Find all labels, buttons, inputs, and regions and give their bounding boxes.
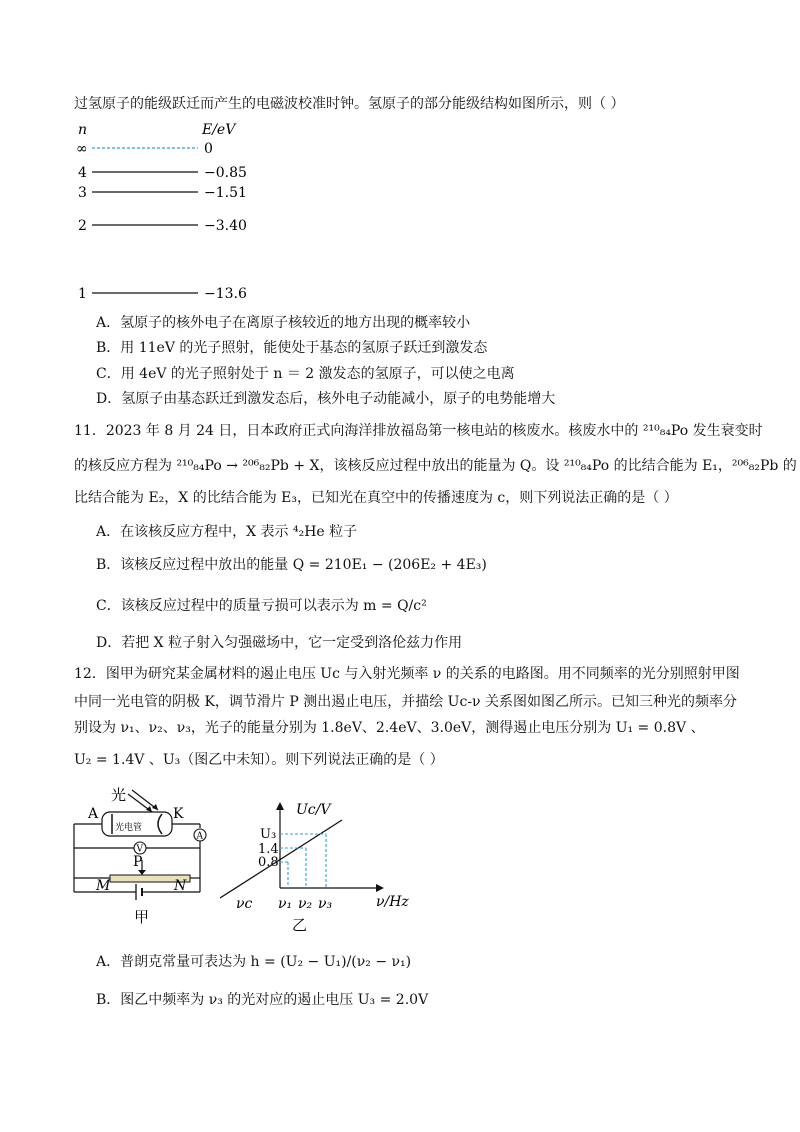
level-n-3: 3 (78, 185, 87, 201)
level-n-inf: ∞ (76, 141, 88, 157)
level-e-inf: 0 (204, 141, 213, 157)
level-e-1: −13.6 (204, 286, 247, 302)
level-n-4: 4 (78, 165, 87, 181)
ytick-u3: U₃ (260, 827, 277, 842)
ytick-0-8: 0.8 (258, 855, 279, 870)
level-n-1: 1 (78, 286, 87, 302)
cathode-plate (158, 814, 162, 834)
q11-option-d: D．若把 X 粒子射入匀强磁场中，它一定受到洛伦兹力作用 (96, 635, 463, 651)
x-axis-label: ν/Hz (376, 894, 409, 910)
q10-option-c: C．用 4eV 的光子照射处于 n ＝ 2 激发态的氢原子，可以使之电离 (96, 366, 515, 382)
xtick-nu3: ν₃ (318, 896, 333, 912)
tube-label: 光电管 (115, 823, 143, 833)
xtick-nuc: νc (236, 896, 253, 912)
light-ray-arrow-2 (152, 804, 158, 810)
level-e-4: −0.85 (204, 165, 247, 181)
x-axis-arrow (376, 884, 384, 892)
q12-option-b: B．图乙中频率为 ν₃ 的光对应的遏止电压 U₃ = 2.0V (96, 992, 429, 1008)
y-axis-label: Uc/V (296, 802, 331, 818)
q12-line-1: 12．图甲为研究某金属材料的遏止电压 Uc 与入射光频率 ν 的关系的电路图。用不同频率的光分别照射甲图 (74, 666, 740, 682)
ytick-1-4: 1.4 (258, 842, 279, 857)
circuit-diagram (66, 780, 216, 930)
q11-option-a: A．在该核反应方程中，X 表示 ⁴₂He 粒子 (96, 524, 358, 540)
q12-line-3: 别设为 ν₁、ν₂、ν₃，光子的能量分别为 1.8eV、2.4eV、3.0eV，测得遏止电压分别为 U₁ = 0.8V 、 (74, 720, 705, 736)
light-label: 光 (111, 786, 127, 804)
level-e-3: −1.51 (204, 185, 247, 201)
uc-nu-line (220, 820, 342, 898)
q11-line-1: 11．2023 年 8 月 24 日，日本政府正式向海洋排放福岛第一核电站的核废水。核废水中的 ²¹⁰₈₄Po 发生衰变时 (74, 423, 763, 439)
level-e-2: −3.40 (204, 218, 247, 234)
q11-line-3: 比结合能为 E₂，X 的比结合能为 E₃，已知光在真空中的传播速度为 c，则下列说法正确的是（ ） (74, 490, 678, 506)
ammeter-label: A (196, 831, 203, 842)
voltmeter-label: V (136, 844, 143, 855)
anode-label: A (88, 806, 99, 822)
q10-option-a: A．氢原子的核外电子在离原子核较近的地方出现的概率较小 (96, 315, 471, 331)
circuit-caption: 甲 (134, 908, 150, 926)
y-axis-arrow (276, 802, 284, 810)
slider-label: P (133, 854, 143, 870)
light-ray-arrow-1 (146, 806, 152, 812)
q10-option-d: D．氢原子由基态跃迁到激发态后，核外电子动能减小，原子的电势能增大 (96, 391, 556, 407)
graph-caption: 乙 (292, 916, 308, 932)
q10-stem-tail: 过氢原子的能级跃迁而产生的电磁波校准时钟。氢原子的部分能级结构如图所示，则（ ） (74, 96, 625, 112)
level-n-2: 2 (78, 218, 87, 234)
q11-option-b: B．该核反应过程中放出的能量 Q = 210E₁ − (206E₂ + 4E₃) (96, 557, 487, 573)
energy-axis-label: E/eV (202, 122, 236, 138)
q10-option-b: B．用 11eV 的光子照射，能使处于基态的氢原子跃迁到激发态 (96, 340, 488, 356)
endpoint-m-label: M (96, 878, 111, 894)
cathode-label: K (173, 806, 184, 822)
slider-arrow (138, 870, 146, 875)
n-axis-label: n (78, 122, 88, 138)
q11-line-2: 的核反应方程为 ²¹⁰₈₄Po → ²⁰⁶₈₂Pb + X，该核反应过程中放出的能量为 Q。设 ²¹⁰₈₄Po 的比结合能为 E₁，²⁰⁶₈₂Pb 的 (74, 458, 797, 474)
q12-line-4: U₂ = 1.4V 、U₃（图乙中未知）。则下列说法正确的是（ ） (74, 752, 444, 768)
q12-option-a: A．普朗克常量可表达为 h = (U₂ − U₁)/(ν₂ − ν₁) (96, 954, 412, 970)
xtick-nu1: ν₁ (278, 896, 293, 912)
uc-nu-graph (216, 798, 416, 932)
xtick-nu2: ν₂ (298, 896, 313, 912)
energy-level-diagram (70, 118, 270, 308)
q12-line-2: 中同一光电管的阴极 K，调节滑片 P 测出遏止电压，并描绘 Uc-ν 关系图如图乙所示。已知三种光的频率分 (74, 694, 738, 710)
q11-option-c: C．该核反应过程中的质量亏损可以表示为 m = Q/c² (96, 598, 427, 614)
endpoint-n-label: N (174, 878, 187, 894)
